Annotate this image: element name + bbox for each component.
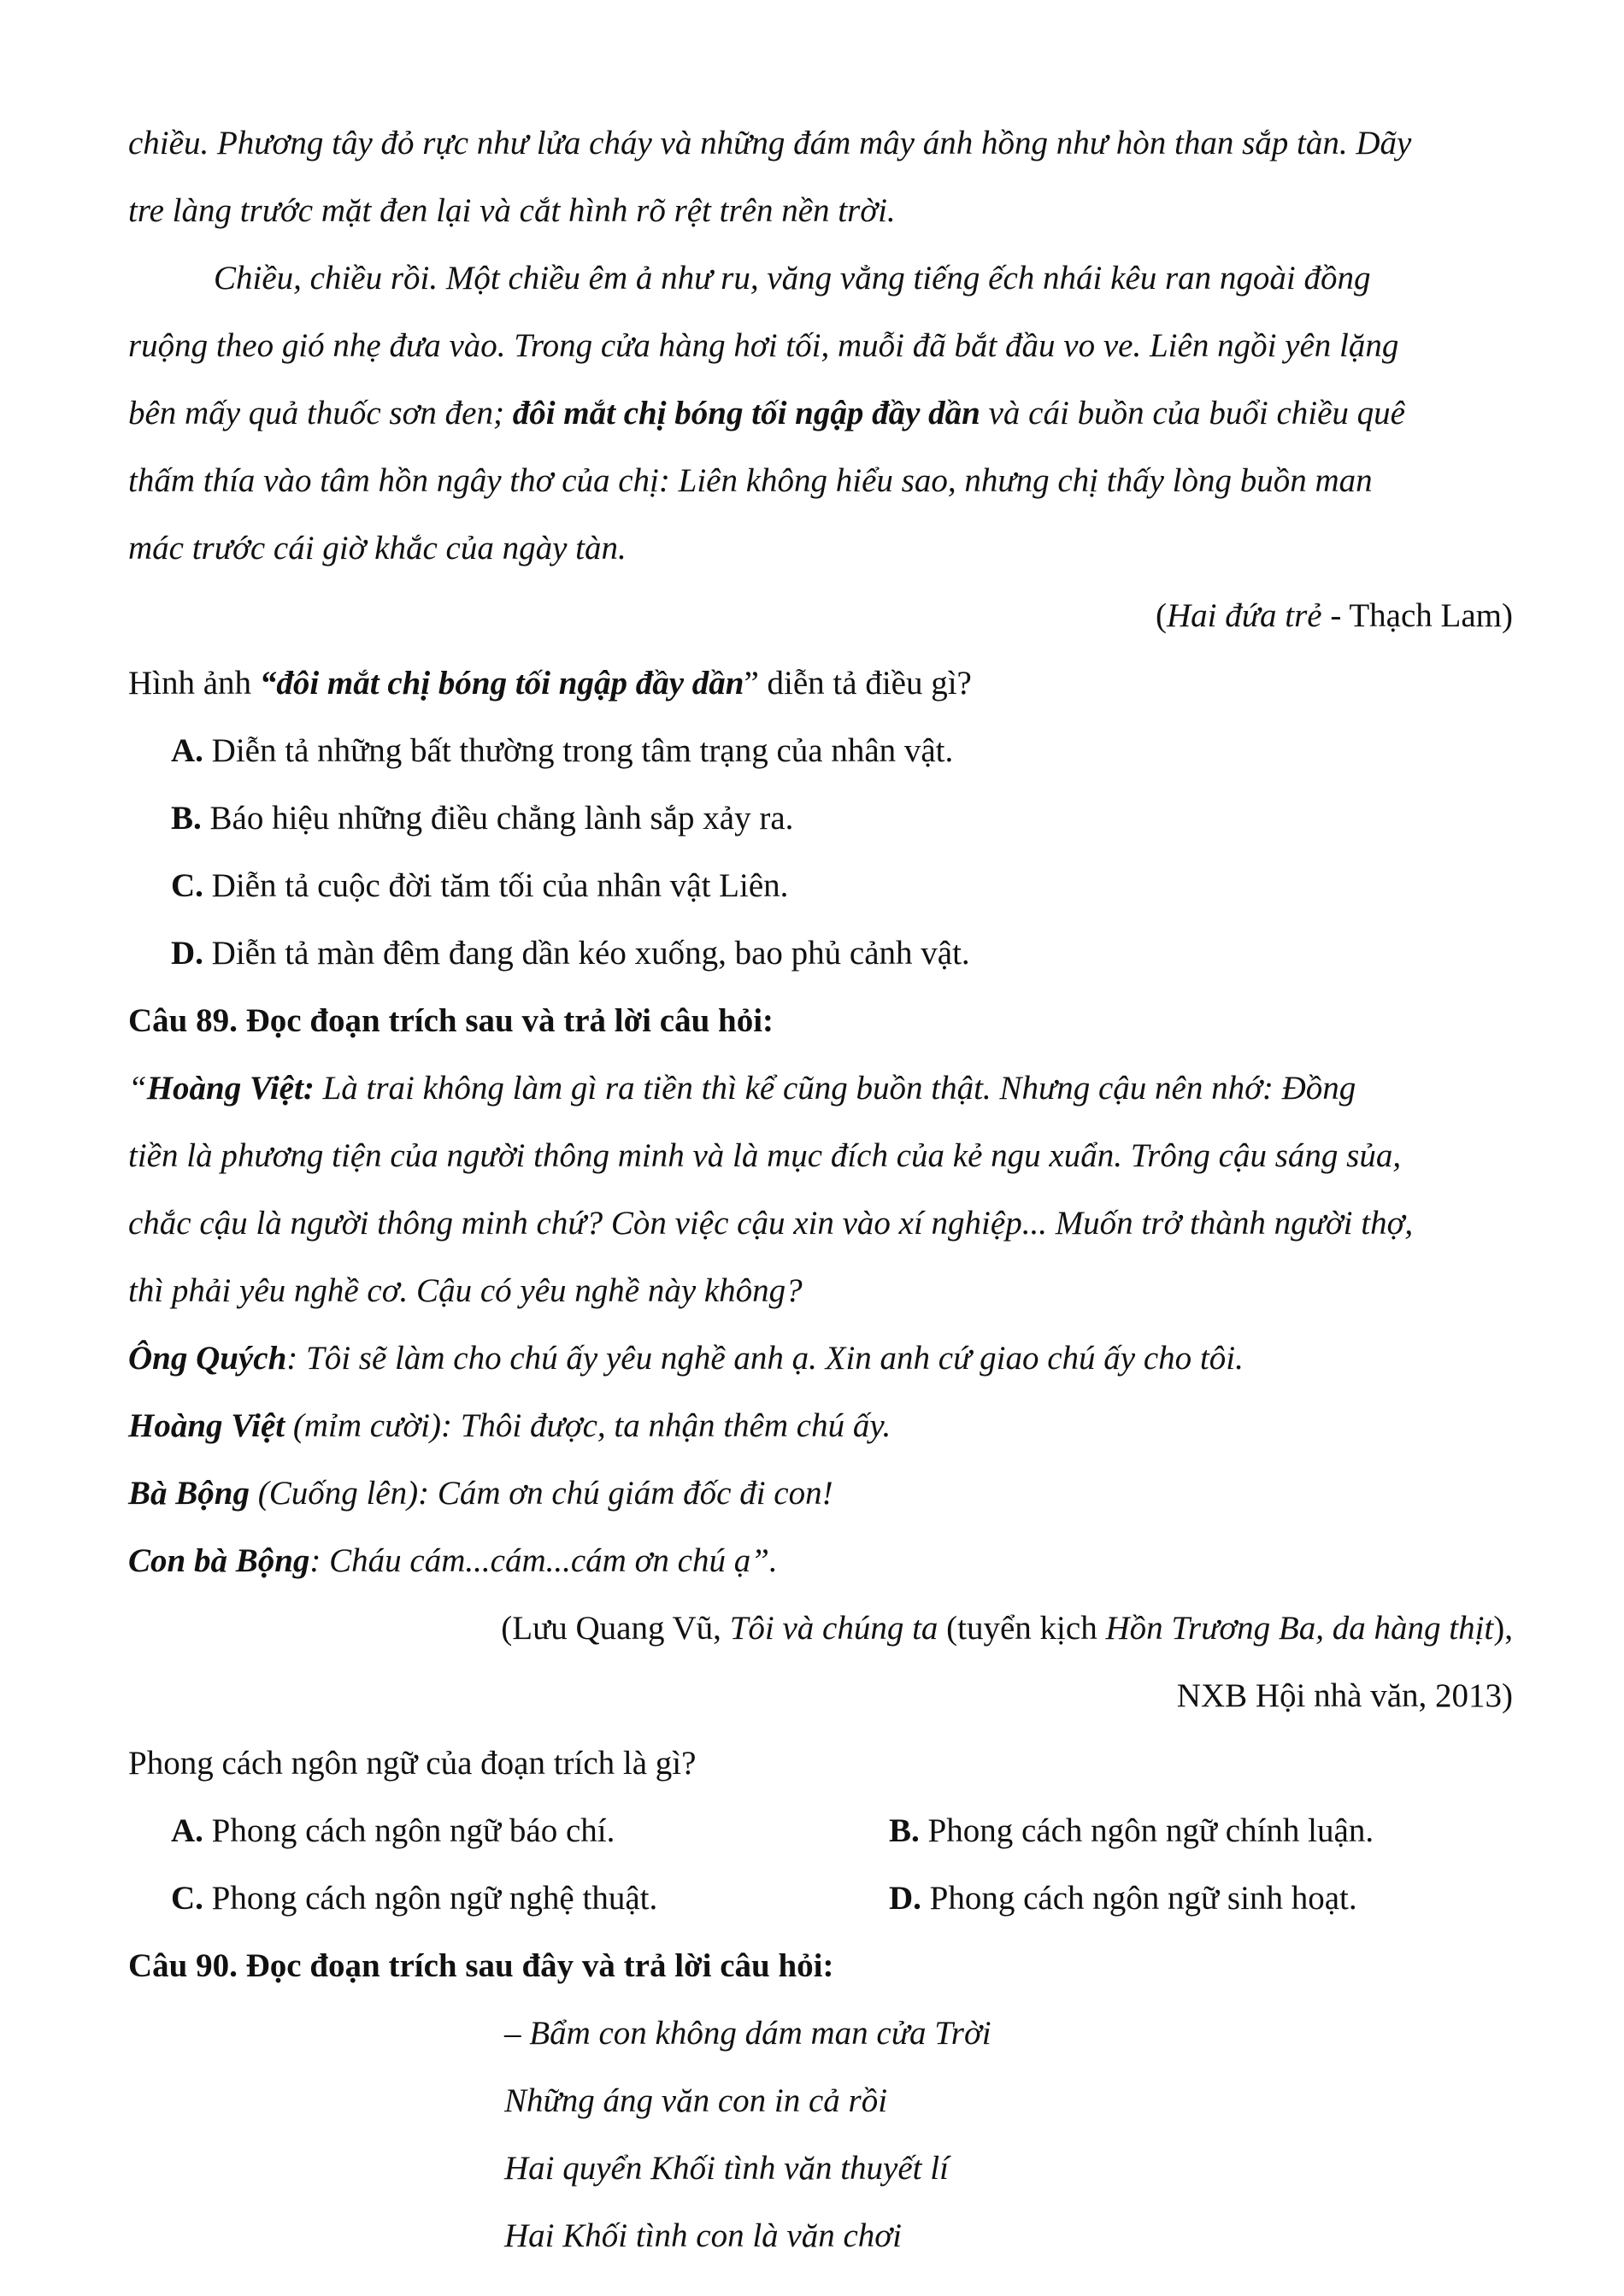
excerpt-publisher: NXB Hội nhà văn, 2013): [1176, 1677, 1513, 1714]
source-author: - Thạch Lam): [1321, 597, 1513, 634]
speaker-name: Con bà Bộng: [128, 1542, 310, 1579]
option-text: Phong cách ngôn ngữ báo chí.: [203, 1812, 615, 1849]
dialogue-text: : Cháu cám...cám...cám ơn chú ạ”.: [309, 1542, 778, 1579]
option-letter: C.: [171, 867, 203, 904]
answer-option-c: [128, 1864, 889, 1932]
option-letter: D.: [171, 935, 203, 972]
speaker-name: Hoàng Việt: [128, 1407, 285, 1444]
answer-option-b: [889, 1797, 1513, 1864]
dialogue-line: [128, 1459, 1513, 1527]
poem-line: – Bẩm con không dám man cửa Trời: [504, 2015, 991, 2052]
source-title: Hai đứa trẻ: [1166, 597, 1322, 634]
passage-line: chiều. Phương tây đỏ rực như lửa cháy và những đám mây ánh hồng như hòn than sắp tàn. Dãy: [128, 125, 1412, 161]
poem-line: Hai quyển Khối tình văn thuyết lí: [504, 2150, 949, 2187]
option-text: Phong cách ngôn ngữ nghệ thuật.: [203, 1880, 658, 1917]
answer-option-d: [889, 1864, 1513, 1932]
passage-text: bên mấy quả thuốc sơn đen;: [128, 395, 513, 432]
dialogue-line: tiền là phương tiện của người thông minh và là mục đích của kẻ ngu xuẩn. Trông cậu sáng sủa,: [128, 1137, 1402, 1174]
speaker-name: Ông Quých: [128, 1340, 287, 1377]
passage-line: [128, 379, 1513, 447]
option-text: Diễn tả cuộc đời tăm tối của nhân vật Liên.: [203, 867, 789, 904]
answer-option-b: [128, 784, 1513, 852]
option-letter: A.: [171, 732, 203, 769]
dialogue-text: (mỉm cười): Thôi được, ta nhận thêm chú ấy.: [285, 1407, 891, 1444]
source-collection: Hồn Trương Ba, da hàng thịt: [1105, 1610, 1494, 1647]
option-letter: B.: [171, 800, 202, 837]
passage-line: mác trước cái giờ khắc của ngày tàn.: [128, 530, 627, 567]
answer-option-a: [128, 717, 1513, 784]
question-prompt: Hình ảnh “đôi mắt chị bóng tối ngập đầy dần” diễn tả điều gì?: [128, 665, 972, 702]
question-prompt: Phong cách ngôn ngữ của đoạn trích là gì?: [128, 1745, 697, 1782]
passage-line: ruộng theo gió nhẹ đưa vào. Trong cửa hàng hơi tối, muỗi đã bắt đầu vo ve. Liên ngồi yên lặng: [128, 327, 1399, 364]
option-letter: D.: [889, 1880, 921, 1917]
dialogue-line: “Hoàng Việt: Là trai không làm gì ra tiền thì kể cũng buồn thật. Nhưng cậu nên nhớ: Đồng: [128, 1070, 1356, 1107]
speaker-name: Bà Bộng: [128, 1475, 250, 1512]
option-text: Diễn tả những bất thường trong tâm trạng của nhân vật.: [203, 732, 954, 769]
passage-source: (Hai đứa trẻ - Thạch Lam): [1155, 597, 1513, 634]
option-text: Phong cách ngôn ngữ sinh hoạt.: [921, 1880, 1357, 1917]
highlighted-phrase: đôi mắt chị bóng tối ngập đầy dần: [512, 395, 980, 432]
answer-row: [128, 1797, 1513, 1864]
passage-line: Chiều, chiều rồi. Một chiều êm ả như ru, văng vẳng tiếng ếch nhái kêu ran ngoài đồng: [214, 260, 1371, 297]
option-letter: B.: [889, 1812, 920, 1849]
dialogue-line: [128, 1392, 1513, 1459]
passage-text: và cái buồn của buổi chiều quê: [980, 395, 1405, 432]
dialogue-text: Là trai không làm gì ra tiền thì kể cũng buồn thật. Nhưng cậu nên nhớ: Đồng: [314, 1070, 1356, 1107]
option-text: Diễn tả màn đêm đang dần kéo xuống, bao phủ cảnh vật.: [203, 935, 970, 972]
answer-option-d: [128, 919, 1513, 987]
passage-line: tre làng trước mặt đen lại và cắt hình rõ rệt trên nền trời.: [128, 192, 896, 229]
dialogue-text: (Cuống lên): Cám ơn chú giám đốc đi con!: [249, 1475, 833, 1512]
poem-line: Những áng văn con in cả rồi: [504, 2082, 888, 2119]
speaker-name: Hoàng Việt:: [146, 1070, 315, 1107]
answer-option-a: [128, 1797, 889, 1864]
document-page: [128, 109, 1513, 2270]
answer-row: [128, 1864, 1513, 1932]
poem-line: Hai Khối tình con là văn chơi: [504, 2217, 902, 2254]
dialogue-text: : Tôi sẽ làm cho chú ấy yêu nghề anh ạ. Xin anh cứ giao chú ấy cho tôi.: [286, 1340, 1244, 1377]
option-letter: A.: [171, 1812, 203, 1849]
passage-line: thấm thía vào tâm hồn ngây thơ của chị: Liên không hiểu sao, nhưng chị thấy lòng buồn man: [128, 462, 1373, 499]
dialogue-line: [128, 1324, 1513, 1392]
question-heading: Câu 90. Đọc đoạn trích sau đây và trả lời câu hỏi:: [128, 1947, 834, 1984]
option-text: Báo hiệu những điều chẳng lành sắp xảy ra.: [201, 800, 794, 837]
quoted-phrase: “đôi mắt chị bóng tối ngập đầy dần: [259, 665, 744, 702]
question-heading: Câu 89. Đọc đoạn trích sau và trả lời câu hỏi:: [128, 1002, 774, 1039]
dialogue-line: [128, 1527, 1513, 1594]
option-letter: C.: [171, 1880, 203, 1917]
answer-option-c: [128, 852, 1513, 919]
dialogue-line: thì phải yêu nghề cơ. Cậu có yêu nghề này không?: [128, 1272, 803, 1309]
source-title: Tôi và chúng ta: [729, 1610, 939, 1647]
dialogue-line: chắc cậu là người thông minh chứ? Còn việc cậu xin vào xí nghiệp... Muốn trở thành người thợ,: [128, 1205, 1414, 1242]
excerpt-source: (Lưu Quang Vũ, Tôi và chúng ta (tuyển kịch Hồn Trương Ba, da hàng thịt),: [501, 1610, 1513, 1647]
option-text: Phong cách ngôn ngữ chính luận.: [919, 1812, 1374, 1849]
